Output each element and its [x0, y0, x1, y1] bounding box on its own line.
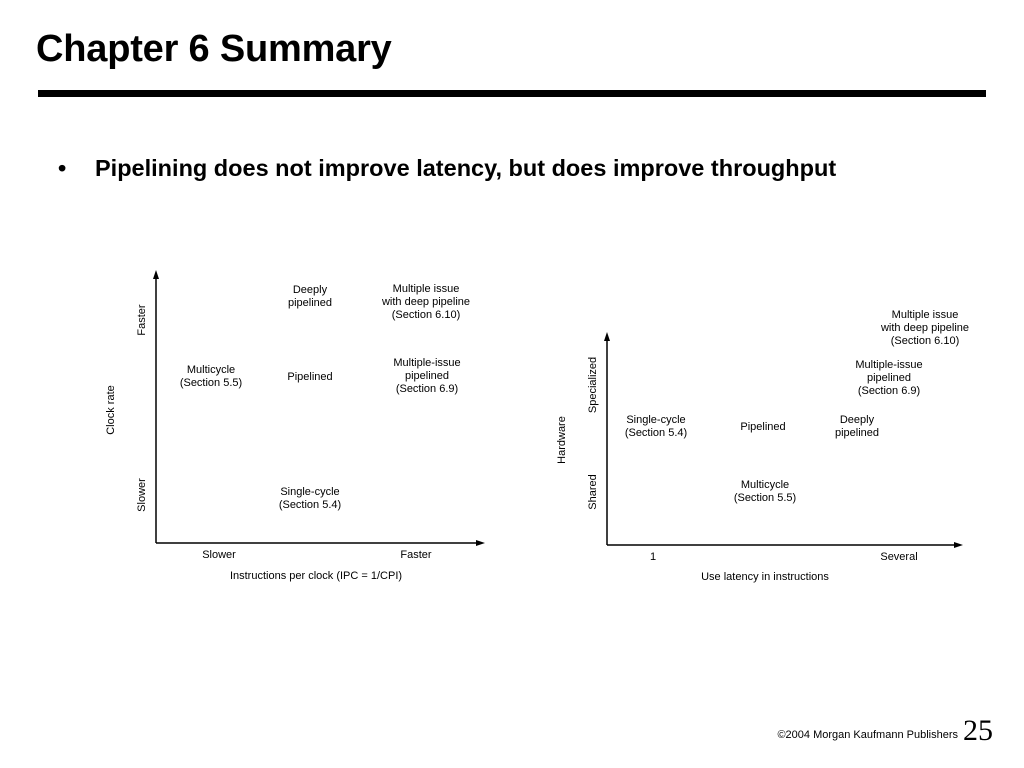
copyright-symbol: ©: [777, 729, 786, 741]
right-y-arrowhead: [604, 332, 610, 341]
right-x-left-label: 1: [649, 551, 657, 563]
bullet-text: Pipelining does not improve latency, but does improve throughput: [95, 155, 837, 181]
left-item-multicycle: Multicycle (Section 5.5): [179, 364, 243, 389]
right-item-pipelined: Pipelined: [740, 421, 786, 433]
right-item-single-cycle: Single-cycle (Section 5.4): [624, 414, 688, 439]
right-item-multiple-issue-deep: Multiple issue with deep pipeline (Section 6.10): [880, 309, 970, 347]
left-item-multiple-issue-deep: Multiple issue with deep pipeline (Section 6.10): [381, 283, 471, 321]
right-y-top-label: Specialized: [587, 356, 599, 414]
left-y-top-label: Faster: [136, 304, 148, 336]
right-x-right-label: Several: [880, 551, 918, 563]
left-item-single-cycle: Single-cycle (Section 5.4): [278, 486, 342, 511]
bullet-glyph: •: [58, 155, 67, 181]
right-x-arrowhead: [954, 542, 963, 548]
right-y-bottom-label: Shared: [587, 474, 599, 510]
copyright-footer: [777, 729, 958, 741]
left-y-bottom-label: Slower: [136, 478, 148, 512]
left-item-pipelined: Pipelined: [287, 371, 333, 383]
right-y-axis-title: Hardware: [556, 416, 568, 464]
left-item-deeply-pipelined: Deeply pipelined: [287, 284, 333, 309]
right-item-deeply-pipelined: Deeply pipelined: [834, 414, 880, 439]
left-x-right-label: Faster: [400, 549, 432, 561]
left-item-multiple-issue-pipelined: Multiple-issue pipelined (Section 6.9): [393, 357, 461, 395]
page-number: 25: [963, 714, 993, 747]
right-item-multicycle: Multicycle (Section 5.5): [733, 479, 797, 504]
left-x-left-label: Slower: [202, 549, 236, 561]
left-y-axis-title: Clock rate: [105, 385, 117, 435]
slide-title: Chapter 6 Summary: [36, 28, 392, 70]
right-item-multiple-issue-pipelined: Multiple-issue pipelined (Section 6.9): [855, 359, 923, 397]
right-x-axis-title: Use latency in instructions: [701, 571, 829, 583]
copyright-text: 2004 Morgan Kaufmann Publishers: [785, 729, 958, 741]
left-x-axis-title: Instructions per clock (IPC = 1/CPI): [229, 570, 403, 582]
